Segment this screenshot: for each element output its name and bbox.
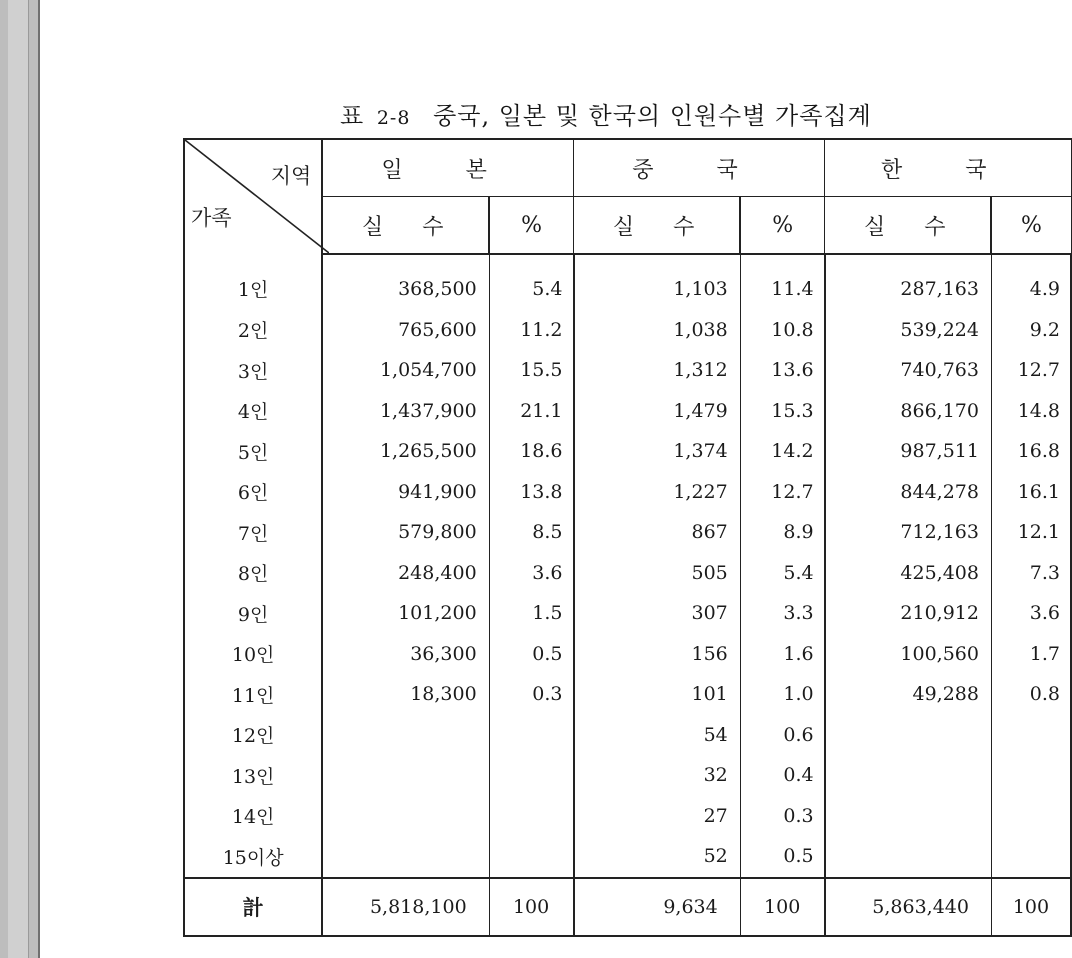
table-row <box>184 553 1071 594</box>
kr-count: 425,408 <box>900 561 979 584</box>
row-label: 6인 <box>184 472 322 513</box>
jp-count: 36,300 <box>410 642 477 665</box>
cn-count: 1,312 <box>673 359 728 382</box>
jp-pct: 13.8 <box>489 472 573 513</box>
jp-pct: 0.5 <box>489 634 573 675</box>
cn-count: 307 <box>691 602 728 625</box>
cn-total-pct: 100 <box>740 878 824 936</box>
table-row <box>184 472 1071 513</box>
cn-count: 52 <box>574 836 741 878</box>
kr-count <box>825 715 992 756</box>
corner-label-region: 지역 <box>270 164 312 188</box>
cn-count: 27 <box>703 804 728 827</box>
table-row <box>184 254 1071 310</box>
kr-count: 100,560 <box>900 642 979 665</box>
kr-total-count: 5,863,440 <box>825 878 992 936</box>
row-label: 10인 <box>184 634 322 675</box>
kr-count: 210,912 <box>900 602 979 625</box>
row-label: 11인 <box>184 674 322 715</box>
jp-pct: 11.2 <box>489 310 573 351</box>
jp-count: 368,500 <box>398 278 477 301</box>
cn-count: 101 <box>691 683 728 706</box>
cn-pct: 5.4 <box>740 553 824 594</box>
corner-header-cell <box>184 139 322 254</box>
jp-pct: 21.1 <box>489 391 573 432</box>
kr-pct <box>991 796 1071 837</box>
jp-count: 101,200 <box>398 602 477 625</box>
kr-pct <box>991 755 1071 796</box>
jp-count: 579,800 <box>398 521 477 544</box>
jp-count <box>322 836 489 878</box>
cn-pct: 3.3 <box>740 593 824 634</box>
row-label: 1인 <box>184 254 322 310</box>
corner-label-family: 가족 <box>191 206 232 230</box>
table-row <box>184 310 1071 351</box>
cn-pct: 1.6 <box>740 634 824 675</box>
region-header-china: 중 국 <box>574 139 825 197</box>
jp-pct <box>489 715 573 756</box>
jp-pct <box>489 755 573 796</box>
jp-count: 1,054,700 <box>379 359 477 382</box>
kr-total-pct: 100 <box>991 878 1071 936</box>
row-label: 2인 <box>184 310 322 351</box>
cn-pct: 15.3 <box>740 391 824 432</box>
total-label: 計 <box>184 878 322 936</box>
table-row <box>184 593 1071 634</box>
jp-count: 1,265,500 <box>379 440 477 463</box>
kr-pct: 4.9 <box>991 254 1071 310</box>
kr-pct: 1.7 <box>991 634 1071 675</box>
cn-count: 867 <box>691 521 728 544</box>
jp-count: 941,900 <box>398 480 477 503</box>
jp-pct: 18.6 <box>489 431 573 472</box>
jp-pct: 0.3 <box>489 674 573 715</box>
kr-pct: 16.1 <box>991 472 1071 513</box>
cn-total-count: 9,634 <box>574 878 741 936</box>
kr-count <box>825 796 992 837</box>
table-row <box>184 755 1071 796</box>
jp-count <box>322 796 489 837</box>
header-row-regions <box>184 139 1071 197</box>
jp-count: 18,300 <box>410 683 477 706</box>
kr-pct: 0.8 <box>991 674 1071 715</box>
kr-pct: 7.3 <box>991 553 1071 594</box>
cn-count: 505 <box>691 561 728 584</box>
cn-count: 1,479 <box>673 399 728 422</box>
jp-count: 1,437,900 <box>379 399 477 422</box>
table-row <box>184 391 1071 432</box>
cn-pct: 8.9 <box>740 512 824 553</box>
table-row <box>184 350 1071 391</box>
cn-count: 54 <box>703 723 728 746</box>
kr-pct: 14.8 <box>991 391 1071 432</box>
kr-count: 712,163 <box>900 521 979 544</box>
cn-pct: 0.5 <box>740 836 824 878</box>
row-label: 4인 <box>184 391 322 432</box>
jp-total-pct: 100 <box>489 878 573 936</box>
cn-count: 1,374 <box>673 440 728 463</box>
cn-pct: 12.7 <box>740 472 824 513</box>
jp-pct: 5.4 <box>489 254 573 310</box>
cn-pct: 0.6 <box>740 715 824 756</box>
table-row <box>184 796 1071 837</box>
row-label: 14인 <box>184 796 322 837</box>
kr-count: 287,163 <box>900 278 979 301</box>
table-row <box>184 512 1071 553</box>
jp-count: 765,600 <box>398 318 477 341</box>
jp-count <box>322 715 489 756</box>
jp-pct <box>489 796 573 837</box>
row-label: 3인 <box>184 350 322 391</box>
row-label: 7인 <box>184 512 322 553</box>
kr-pct: 16.8 <box>991 431 1071 472</box>
kr-pct <box>991 715 1071 756</box>
table-row <box>184 674 1071 715</box>
kr-count: 49,288 <box>912 683 979 706</box>
table-row <box>184 836 1071 878</box>
kr-pct: 9.2 <box>991 310 1071 351</box>
cn-count: 1,227 <box>673 480 728 503</box>
row-label: 5인 <box>184 431 322 472</box>
caption-text: 중국, 일본 및 한국의 인원수별 가족집계 <box>433 102 872 130</box>
row-label: 15이상 <box>184 836 322 878</box>
cn-pct: 1.0 <box>740 674 824 715</box>
jp-count: 248,400 <box>398 561 477 584</box>
row-label: 13인 <box>184 755 322 796</box>
kr-pct: 3.6 <box>991 593 1071 634</box>
corner-diagonal-line <box>185 140 329 253</box>
kr-pct: 12.7 <box>991 350 1071 391</box>
kr-count <box>825 755 992 796</box>
viewer-side-panel <box>0 0 40 958</box>
jp-pct: 3.6 <box>489 553 573 594</box>
cn-pct: 14.2 <box>740 431 824 472</box>
cn-pct: 13.6 <box>740 350 824 391</box>
table-row <box>184 715 1071 756</box>
cn-count: 156 <box>691 642 728 665</box>
caption-prefix: 표 <box>340 102 365 130</box>
col-header-jp-count: 실 수 <box>322 197 489 255</box>
table-row <box>184 431 1071 472</box>
col-header-jp-pct: % <box>489 197 573 255</box>
kr-pct: 12.1 <box>991 512 1071 553</box>
total-row <box>184 878 1071 936</box>
cn-pct: 10.8 <box>740 310 824 351</box>
jp-pct <box>489 836 573 878</box>
table-row <box>184 634 1071 675</box>
jp-pct: 1.5 <box>489 593 573 634</box>
kr-count: 844,278 <box>900 480 979 503</box>
cn-count: 32 <box>703 764 728 787</box>
region-header-japan: 일 본 <box>322 139 573 197</box>
col-header-cn-pct: % <box>740 197 824 255</box>
region-header-korea: 한 국 <box>825 139 1071 197</box>
cn-pct: 11.4 <box>740 254 824 310</box>
row-label: 12인 <box>184 715 322 756</box>
kr-count: 539,224 <box>900 318 979 341</box>
jp-pct: 8.5 <box>489 512 573 553</box>
cn-count: 1,038 <box>673 318 728 341</box>
kr-count <box>825 836 992 878</box>
cn-pct: 0.4 <box>740 755 824 796</box>
col-header-cn-count: 실 수 <box>574 197 741 255</box>
jp-total-count: 5,818,100 <box>322 878 489 936</box>
kr-count: 740,763 <box>900 359 979 382</box>
jp-count <box>322 755 489 796</box>
col-header-kr-pct: % <box>991 197 1071 255</box>
cn-pct: 0.3 <box>740 796 824 837</box>
row-label: 8인 <box>184 553 322 594</box>
kr-pct <box>991 836 1071 878</box>
row-label: 9인 <box>184 593 322 634</box>
col-header-kr-count: 실 수 <box>825 197 992 255</box>
kr-count: 987,511 <box>900 440 979 463</box>
table-caption <box>340 96 872 131</box>
viewer-scroll-rail[interactable] <box>8 0 29 958</box>
caption-number: 2-8 <box>376 107 411 129</box>
family-size-table <box>183 138 1072 937</box>
kr-count: 866,170 <box>900 399 979 422</box>
jp-pct: 15.5 <box>489 350 573 391</box>
cn-count: 1,103 <box>673 278 728 301</box>
